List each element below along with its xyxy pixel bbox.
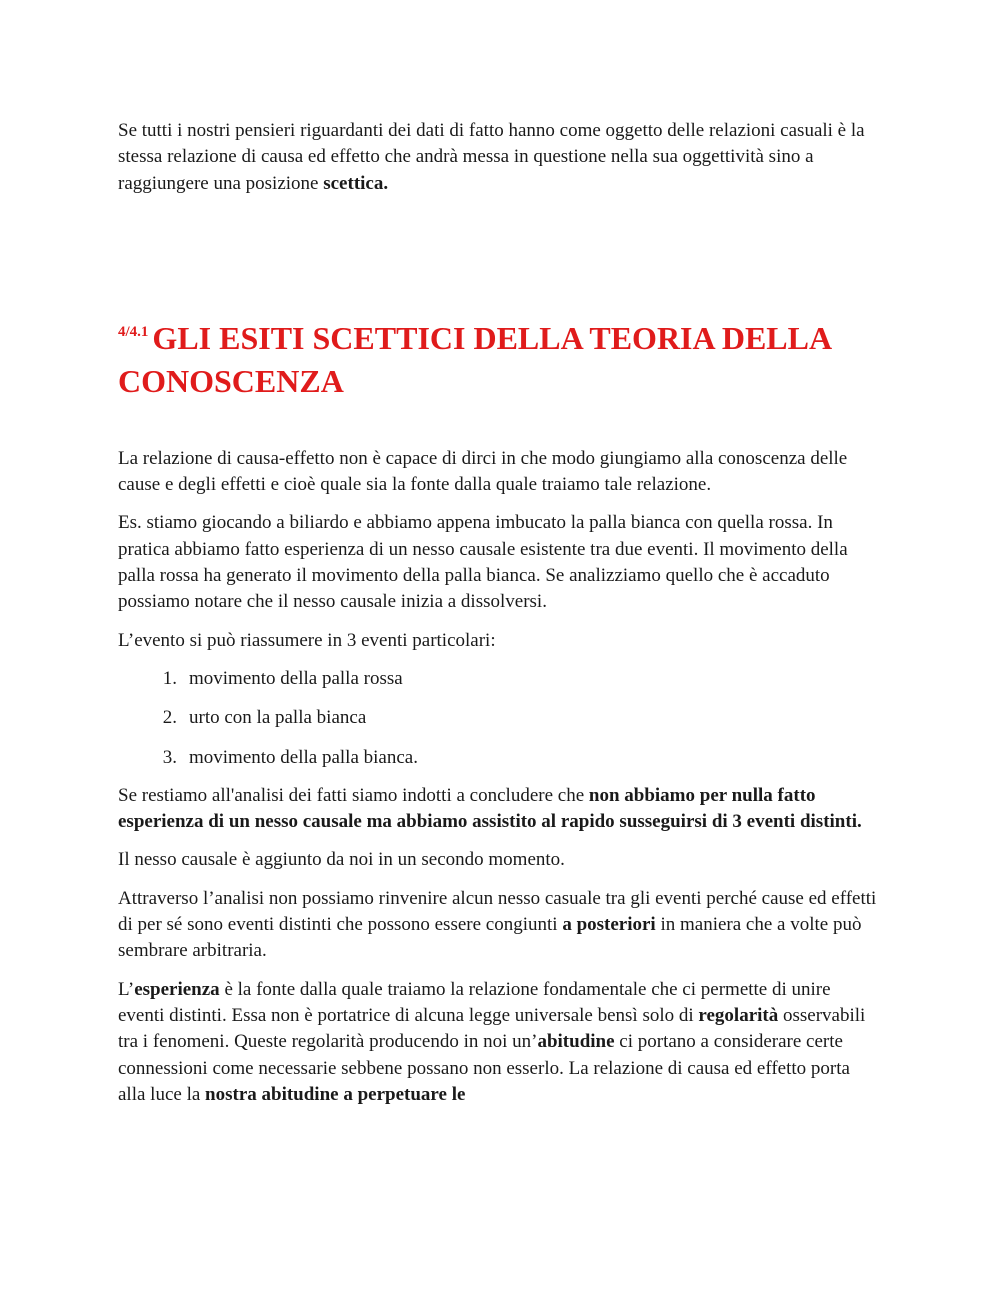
paragraph-7-bold-abitudine: abitudine (537, 1031, 615, 1053)
intro-bold-text: scettica. (323, 172, 389, 194)
paragraph-6-bold: a posteriori (562, 914, 656, 936)
paragraph-6-text: Attraverso l’analisi non possiamo rinvenire alcun nesso casuale tra gli eventi perché cause ed effetti di per sé sono eventi distinti che possono essere congiunti (118, 887, 877, 936)
paragraph-1: La relazione di causa-effetto non è capace di dirci in che modo giungiamo alla conoscenza delle cause e degli effetti e cioè quale sia la fonte dalla quale traiamo tale relazione. (118, 447, 848, 496)
events-list (118, 666, 878, 771)
section-number: 4/4.1 (118, 323, 149, 340)
document-page (118, 118, 878, 1108)
intro-paragraph (118, 118, 878, 197)
paragraph-7-bold-end: nostra abitudine a perpetuare le (205, 1083, 466, 1105)
paragraph-7 (118, 977, 878, 1108)
section-title: GLI ESITI SCETTICI DELLA TEORIA DELLA CONOSCENZA (118, 319, 831, 399)
list-item-text: urto con la palla bianca (189, 707, 367, 729)
paragraph-5: Il nesso causale è aggiunto da noi in un secondo momento. (118, 849, 565, 871)
paragraph-4-bold: non abbiamo per nulla fatto esperienza di un nesso causale ma abbiamo assistito al rapido susseguirsi di 3 eventi distinti. (118, 784, 862, 833)
list-item-text: movimento della palla rossa (189, 667, 403, 689)
paragraph-7-text-d: ci portano a considerare certe connessioni come necessarie sebbene possano non esserlo. La relazione di causa ed effetto porta alla luce la (118, 1031, 850, 1105)
paragraph-7-text: L’ (118, 978, 135, 1000)
paragraph-3: L’evento si può riassumere in 3 eventi particolari: (118, 629, 496, 651)
list-item-number: 1. (162, 667, 177, 689)
list-item-number: 3. (162, 746, 177, 768)
paragraph-4-text: Se restiamo all'analisi dei fatti siamo indotti a concludere che (118, 784, 589, 806)
paragraph-7-bold-esperienza: esperienza (134, 978, 220, 1000)
paragraph-7-text-c: osservabili tra i fenomeni. Queste regolarità producendo in noi un’ (118, 1004, 866, 1053)
paragraph-7-bold-regolarita: regolarità (698, 1004, 779, 1026)
list-item (118, 666, 878, 692)
intro-text: Se tutti i nostri pensieri riguardanti dei dati di fatto hanno come oggetto delle relazioni casuali è la stessa relazione di causa ed effetto che andrà messa in questione nella sua oggettività sino a raggiungere una posizione (118, 120, 865, 194)
list-item-number: 2. (162, 707, 177, 729)
paragraph-6-text-end: in maniera che a volte può sembrare arbitraria. (118, 914, 862, 962)
paragraph-2: Es. stiamo giocando a biliardo e abbiamo appena imbucato la palla bianca con quella rossa. In pratica abbiamo fatto esperienza di un nesso causale esistente tra due eventi. Il movimento della palla rossa ha generato il movimento della palla bianca. Se analizziamo quello che è accaduto possiamo notare che il nesso causale inizia a dissolversi. (118, 512, 848, 613)
list-item (118, 705, 878, 731)
paragraph-4 (118, 783, 878, 836)
list-item-text: movimento della palla bianca. (189, 746, 418, 768)
paragraph-7-text-b: è la fonte dalla quale traiamo la relazione fondamentale che ci permette di unire eventi distinti. Essa non è portatrice di alcuna legge universale bensì solo di (118, 978, 831, 1026)
paragraph-6 (118, 886, 878, 965)
list-item (118, 745, 878, 771)
section-heading (118, 317, 878, 403)
